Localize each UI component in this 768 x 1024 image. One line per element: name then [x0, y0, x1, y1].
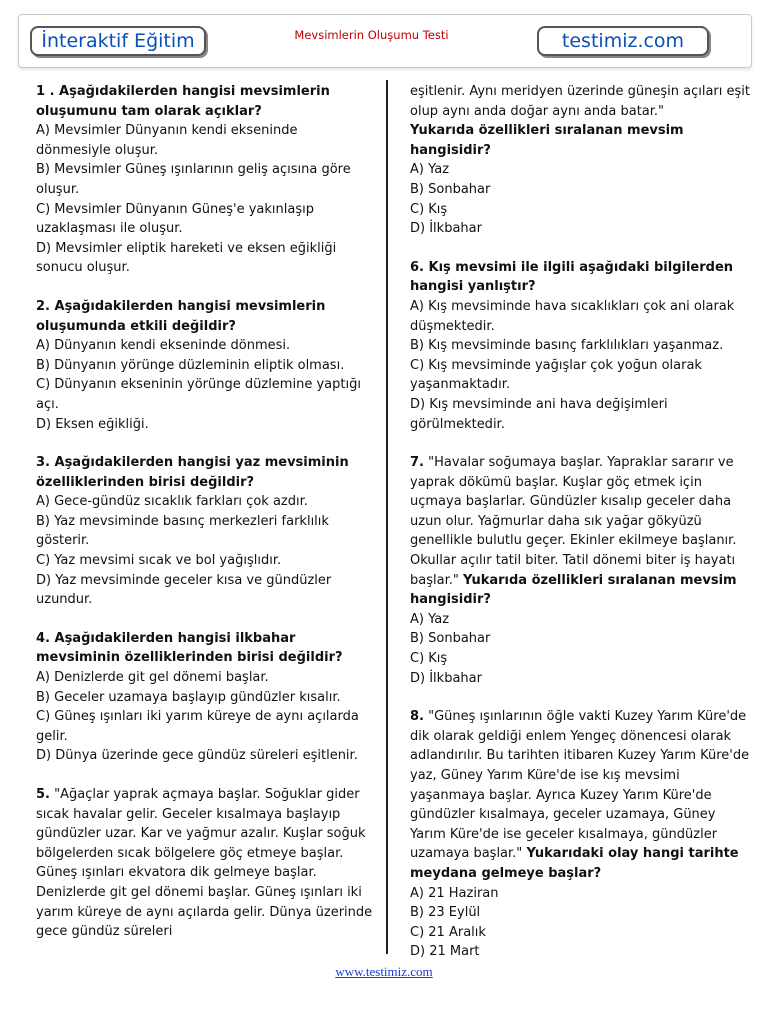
option-b: B) Kış mevsiminde basınç farklılıkları yaşanmaz. — [410, 338, 724, 354]
question-7 — [410, 453, 750, 688]
option-a: A) Mevsimler Dünyanın kendi ekseninde dönmesiyle oluşur. — [36, 123, 298, 158]
brand-logo-left: İnteraktif Eğitim — [30, 26, 206, 56]
question-passage: "Havalar soğumaya başlar. Yapraklar sararır ve yaprak dökümü başlar. Kuşlar göç etmek için uçmaya başlarlar. Gündüzler kısalıp geceler daha uzun olur. Yağmurlar daha sık yağar gökyüzü genellikle bulutlu geçer. Ekinler ekilmeye başlanır. Okullar açılır tatil biter. Tatil dönemi biter iş hayatı başlar." — [410, 455, 737, 588]
option-b: B) Geceler uzamaya başlayıp gündüzler kısalır. — [36, 689, 341, 705]
question-passage: "Güneş ışınlarının öğle vakti Kuzey Yarım Küre'de dik olarak geldiği enlem Yengeç dönencesi olarak adlandırılır. Bu tarihten itibaren Kuzey Yarım Küre'de yaz, Güney Yarım Küre'de ise kış mevsimi yaşanmaya başlar. Ayrıca Kuzey Yarım Küre'de gündüzler kısalmaya, geceler uzamaya, Güney Yarım Küre'de ise geceler kısalmaya, gündüzler uzamaya başlar." — [410, 709, 750, 862]
option-d: D) Kış mevsiminde ani hava değişimleri görülmektedir. — [410, 396, 668, 432]
option-b: B) Dünyanın yörünge düzleminin eliptik olması. — [36, 357, 345, 373]
option-a: A) Dünyanın kendi ekseninde dönmesi. — [36, 338, 291, 354]
option-a: A) 21 Haziran — [410, 885, 499, 901]
option-c: C) Kış mevsiminde yağışlar çok yoğun olarak yaşanmaktadır. — [410, 357, 702, 393]
option-d: D) 21 Mart — [410, 944, 480, 960]
left-column — [36, 82, 376, 961]
brand-logo-right: testimiz.com — [537, 26, 709, 56]
option-c: C) Kış — [410, 651, 448, 667]
option-a: A) Yaz — [410, 162, 450, 178]
question-3 — [36, 453, 376, 610]
question-stem: 4. Aşağıdakilerden hangisi ilkbahar mevsiminin özelliklerinden birisi değildir? — [36, 630, 343, 666]
option-b: B) Mevsimler Güneş ışınlarının geliş açısına göre oluşur. — [36, 162, 351, 197]
question-1 — [36, 82, 376, 278]
question-8 — [410, 707, 750, 962]
option-c: C) Mevsimler Dünyanın Güneş'e yakınlaşıp uzaklaşması ile oluşur. — [36, 201, 314, 237]
website-link[interactable]: www.testimiz.com — [335, 964, 433, 979]
question-5-continued — [410, 82, 750, 239]
question-stem: 3. Aşağıdakilerden hangisi yaz mevsiminin özelliklerinden birisi değildir? — [36, 455, 349, 490]
question-stem: 1 . Aşağıdakilerden hangisi mevsimlerin oluşumunu tam olarak açıklar? — [36, 84, 330, 119]
option-d: D) Yaz mevsiminde geceler kısa ve gündüzler uzundur. — [36, 572, 332, 608]
question-stem: 6. Kış mevsimi ile ilgili aşağıdaki bilgilerden hangisi yanlıştır? — [410, 259, 734, 295]
question-stem: Yukarıda özellikleri sıralanan mevsim hangisidir? — [410, 123, 684, 158]
question-stem: 2. Aşağıdakilerden hangisi mevsimlerin oluşumunda etkili değildir? — [36, 298, 326, 334]
page-header — [18, 14, 752, 68]
question-number: 5. — [36, 787, 50, 802]
option-d: D) Dünya üzerinde gece gündüz süreleri eşitlenir. — [36, 748, 358, 764]
page-footer — [0, 964, 768, 980]
question-5-start — [36, 785, 376, 942]
option-d: D) Mevsimler eliptik hareketi ve eksen eğikliği sonucu oluşur. — [36, 240, 337, 276]
question-stem: Yukarıda özellikleri sıralanan mevsim hangisidir? — [410, 572, 737, 608]
option-b: B) Yaz mevsiminde basınç merkezleri farklılık gösterir. — [36, 513, 329, 549]
option-d: D) İlkbahar — [410, 221, 482, 237]
option-c: C) Kış — [410, 201, 448, 217]
option-a: A) Gece-gündüz sıcaklık farkları çok azdır. — [36, 494, 308, 510]
option-a: A) Denizlerde git gel dönemi başlar. — [36, 670, 269, 686]
option-c: C) Yaz mevsimi sıcak ve bol yağışlıdır. — [36, 553, 282, 569]
question-passage: "Ağaçlar yaprak açmaya başlar. Soğuklar gider sıcak havalar gelir. Geceler kısalmaya başlayıp gündüzler uzar. Kar ve yağmur azalır. Kuşlar soğuk bölgelerden sıcak bölgelere göç etmeye başlar. Güneş ışınları ekvatora dik gelmeye başlar. Denizlerde git gel dönemi başlar. Güneş ışınları iki yarım küreye de aynı açılarda gelir. Dünya üzerinde gece gündüz süreleri — [36, 787, 373, 940]
option-c: C) 21 Aralık — [410, 924, 486, 940]
question-2 — [36, 297, 376, 434]
page-title: Mevsimlerin Oluşumu Testi — [294, 28, 449, 42]
question-number: 7. — [410, 455, 424, 471]
question-4 — [36, 629, 376, 766]
option-a: A) Kış mevsiminde hava sıcaklıkları çok ani olarak düşmektedir. — [410, 298, 735, 334]
question-number: 8. — [410, 709, 424, 725]
option-b: B) Sonbahar — [410, 181, 491, 197]
option-b: B) 23 Eylül — [410, 905, 481, 921]
option-d: D) İlkbahar — [410, 670, 482, 686]
question-stem: Yukarıdaki olay hangi tarihte meydana gelmeye başlar? — [410, 846, 739, 881]
column-divider — [386, 80, 388, 954]
question-6 — [410, 258, 750, 434]
option-c: C) Güneş ışınları iki yarım küreye de aynı açılarda gelir. — [36, 709, 359, 744]
question-passage-continued: eşitlenir. Aynı meridyen üzerinde güneşin açıları eşit olup aynı anda doğar aynı anda batar." — [410, 84, 750, 119]
option-b: B) Sonbahar — [410, 631, 491, 647]
option-a: A) Yaz — [410, 611, 450, 627]
option-d: D) Eksen eğikliği. — [36, 416, 149, 432]
right-column — [410, 82, 750, 981]
option-c: C) Dünyanın ekseninin yörünge düzlemine yaptığı açı. — [36, 377, 361, 412]
